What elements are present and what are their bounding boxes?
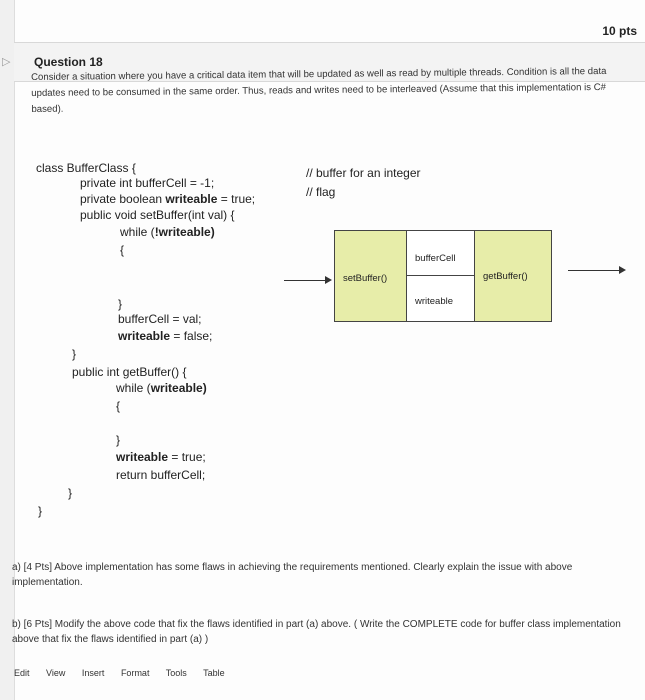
setbuffer-label: setBuffer() (343, 273, 388, 284)
part-b: b) [6 Pts] Modify the above code that fix the flaws identified in part (a) above. ( Write the COMPLETE code for buffer class implementation above that fix the flaws identified in part (a) ) (12, 619, 621, 645)
part-a: a) [4 Pts] Above implementation has some flaws in achieving the requirements mentioned. Clearly explain the issue with above implementation. (12, 562, 573, 588)
menu-tools[interactable]: Tools (165, 668, 187, 678)
output-arrow (568, 270, 620, 271)
menu-view[interactable]: View (46, 668, 66, 678)
question-points: 10 pts (602, 24, 637, 38)
code-line-open1: { (120, 243, 125, 257)
menu-insert[interactable]: Insert (81, 668, 105, 678)
code-line-getbuffer: public int getBuffer() { (72, 365, 187, 379)
comment-flag: // flag (306, 185, 336, 199)
code-line-close2: } (116, 433, 121, 447)
code-line-close-class: } (38, 504, 43, 518)
setbuffer-box (334, 230, 408, 322)
code-line-setbuffer: public void setBuffer(int val) { (80, 208, 235, 222)
writeable-label: writeable (415, 296, 454, 307)
question-title: Question 18 (34, 55, 103, 69)
code-line-while1: while (!writeable) (120, 225, 215, 239)
menu-edit[interactable]: Edit (14, 668, 30, 678)
code-line-field1: private int bufferCell = -1; (80, 176, 215, 190)
code-line-field2: private boolean writeable = true; (80, 192, 256, 206)
menu-table[interactable]: Table (203, 668, 225, 678)
bookmark-icon[interactable]: ▷ (2, 56, 11, 68)
code-line-assign: bufferCell = val; (118, 312, 202, 326)
comment-buffer: // buffer for an integer (306, 166, 421, 180)
editor-menubar (14, 668, 645, 690)
question-prompt: Consider a situation where you have a critical data item that will be updated as well as read by multiple threads. Condition is all the data updates need to be consumed in the same order. Thus, reads and writes need to be interleaved (Assume that this implementation is C# based). (31, 65, 607, 115)
buffer-diagram (282, 230, 634, 322)
getbuffer-box (474, 230, 552, 322)
code-line-close-method2: } (68, 486, 73, 500)
code-line-open2: { (116, 399, 121, 413)
menu-format[interactable]: Format (120, 668, 150, 678)
code-line-class: class BufferClass { (36, 161, 136, 175)
buffercell-label: bufferCell (415, 253, 456, 264)
input-arrowhead-icon (325, 276, 332, 284)
buffercell-box (406, 230, 476, 277)
code-line-close-method1: } (72, 347, 77, 361)
left-rail (0, 0, 15, 700)
input-arrow (284, 280, 326, 281)
code-line-writeable-true: writeable = true; (116, 450, 206, 464)
getbuffer-label: getBuffer() (483, 271, 528, 282)
output-arrowhead-icon (619, 266, 626, 274)
code-line-return: return bufferCell; (116, 468, 206, 482)
code-line-close1: } (118, 297, 123, 311)
code-line-writeable-false: writeable = false; (118, 329, 213, 343)
writeable-box (406, 275, 476, 322)
code-line-while2: while (writeable) (116, 381, 207, 395)
